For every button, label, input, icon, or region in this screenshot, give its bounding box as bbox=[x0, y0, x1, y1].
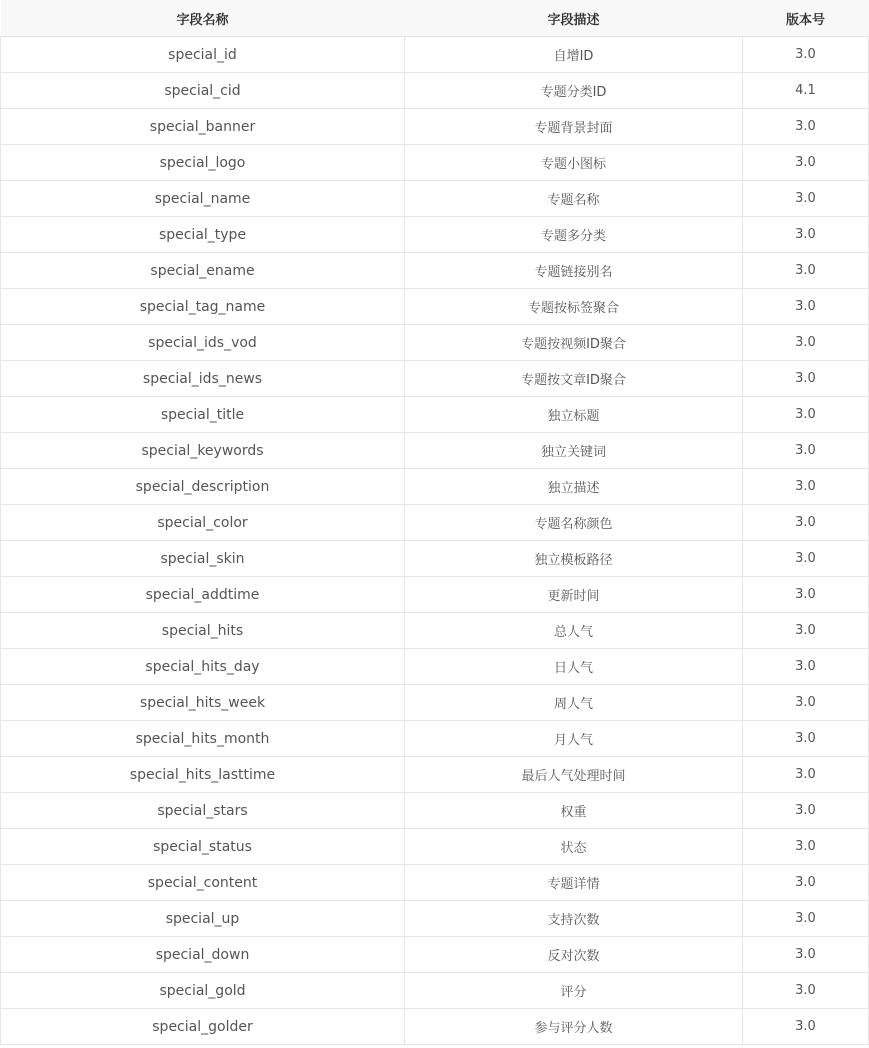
field-description-cell: 专题小图标 bbox=[405, 145, 743, 181]
table-row bbox=[1, 253, 869, 289]
table-row bbox=[1, 973, 869, 1009]
version-cell: 3.0 bbox=[743, 937, 869, 973]
table-row bbox=[1, 685, 869, 721]
version-cell: 3.0 bbox=[743, 109, 869, 145]
version-cell: 3.0 bbox=[743, 757, 869, 793]
field-name-cell: special_hits_lasttime bbox=[1, 757, 405, 793]
field-name-cell: special_up bbox=[1, 901, 405, 937]
version-cell: 3.0 bbox=[743, 793, 869, 829]
version-cell: 3.0 bbox=[743, 577, 869, 613]
field-name-cell: special_logo bbox=[1, 145, 405, 181]
table-row bbox=[1, 721, 869, 757]
table-row bbox=[1, 793, 869, 829]
header-field-name: 字段名称 bbox=[1, 0, 405, 37]
field-name-cell: special_id bbox=[1, 37, 405, 73]
table-row bbox=[1, 901, 869, 937]
header-version: 版本号 bbox=[743, 0, 869, 37]
field-description-cell: 权重 bbox=[405, 793, 743, 829]
version-cell: 3.0 bbox=[743, 145, 869, 181]
field-name-cell: special_ids_news bbox=[1, 361, 405, 397]
field-description-cell: 专题分类ID bbox=[405, 73, 743, 109]
field-name-cell: special_addtime bbox=[1, 577, 405, 613]
table-row bbox=[1, 145, 869, 181]
field-name-cell: special_hits_day bbox=[1, 649, 405, 685]
field-name-cell: special_skin bbox=[1, 541, 405, 577]
version-cell: 3.0 bbox=[743, 721, 869, 757]
field-description-cell: 专题链接别名 bbox=[405, 253, 743, 289]
table-row bbox=[1, 1009, 869, 1045]
field-description-cell: 支持次数 bbox=[405, 901, 743, 937]
table-row bbox=[1, 469, 869, 505]
version-cell: 3.0 bbox=[743, 829, 869, 865]
field-description-cell: 专题详情 bbox=[405, 865, 743, 901]
field-description-cell: 专题多分类 bbox=[405, 217, 743, 253]
table-row bbox=[1, 937, 869, 973]
version-cell: 4.1 bbox=[743, 73, 869, 109]
table-row bbox=[1, 397, 869, 433]
version-cell: 3.0 bbox=[743, 181, 869, 217]
field-description-cell: 日人气 bbox=[405, 649, 743, 685]
version-cell: 3.0 bbox=[743, 217, 869, 253]
field-name-cell: special_ids_vod bbox=[1, 325, 405, 361]
version-cell: 3.0 bbox=[743, 289, 869, 325]
table-row bbox=[1, 541, 869, 577]
field-description-cell: 独立标题 bbox=[405, 397, 743, 433]
field-name-cell: special_content bbox=[1, 865, 405, 901]
table-row bbox=[1, 649, 869, 685]
field-name-cell: special_down bbox=[1, 937, 405, 973]
version-cell: 3.0 bbox=[743, 685, 869, 721]
field-name-cell: special_stars bbox=[1, 793, 405, 829]
field-description-cell: 自增ID bbox=[405, 37, 743, 73]
version-cell: 3.0 bbox=[743, 505, 869, 541]
table-row bbox=[1, 433, 869, 469]
field-description-cell: 独立描述 bbox=[405, 469, 743, 505]
table-row bbox=[1, 505, 869, 541]
table-row bbox=[1, 865, 869, 901]
table-row bbox=[1, 757, 869, 793]
table-row bbox=[1, 73, 869, 109]
table-row bbox=[1, 325, 869, 361]
field-name-cell: special_gold bbox=[1, 973, 405, 1009]
version-cell: 3.0 bbox=[743, 613, 869, 649]
field-description-cell: 专题按标签聚合 bbox=[405, 289, 743, 325]
field-name-cell: special_tag_name bbox=[1, 289, 405, 325]
field-name-cell: special_description bbox=[1, 469, 405, 505]
table-row bbox=[1, 109, 869, 145]
field-name-cell: special_type bbox=[1, 217, 405, 253]
field-name-cell: special_status bbox=[1, 829, 405, 865]
table-row bbox=[1, 37, 869, 73]
version-cell: 3.0 bbox=[743, 901, 869, 937]
version-cell: 3.0 bbox=[743, 361, 869, 397]
table-header bbox=[1, 0, 869, 37]
table-row bbox=[1, 289, 869, 325]
version-cell: 3.0 bbox=[743, 433, 869, 469]
version-cell: 3.0 bbox=[743, 865, 869, 901]
field-description-cell: 评分 bbox=[405, 973, 743, 1009]
field-name-cell: special_hits_week bbox=[1, 685, 405, 721]
version-cell: 3.0 bbox=[743, 469, 869, 505]
field-description-cell: 专题按视频ID聚合 bbox=[405, 325, 743, 361]
field-description-cell: 更新时间 bbox=[405, 577, 743, 613]
field-description-cell: 专题名称 bbox=[405, 181, 743, 217]
field-name-cell: special_cid bbox=[1, 73, 405, 109]
version-cell: 3.0 bbox=[743, 37, 869, 73]
field-description-cell: 专题按文章ID聚合 bbox=[405, 361, 743, 397]
field-description-cell: 总人气 bbox=[405, 613, 743, 649]
field-name-cell: special_color bbox=[1, 505, 405, 541]
field-description-cell: 参与评分人数 bbox=[405, 1009, 743, 1045]
version-cell: 3.0 bbox=[743, 253, 869, 289]
header-field-description: 字段描述 bbox=[405, 0, 743, 37]
header-row bbox=[1, 0, 869, 37]
field-name-cell: special_keywords bbox=[1, 433, 405, 469]
field-description-cell: 月人气 bbox=[405, 721, 743, 757]
field-description-cell: 专题背景封面 bbox=[405, 109, 743, 145]
version-cell: 3.0 bbox=[743, 973, 869, 1009]
field-name-cell: special_golder bbox=[1, 1009, 405, 1045]
field-name-cell: special_banner bbox=[1, 109, 405, 145]
table-row bbox=[1, 361, 869, 397]
version-cell: 3.0 bbox=[743, 325, 869, 361]
table-row bbox=[1, 613, 869, 649]
table-row bbox=[1, 181, 869, 217]
field-name-cell: special_name bbox=[1, 181, 405, 217]
field-description-cell: 反对次数 bbox=[405, 937, 743, 973]
table-row bbox=[1, 577, 869, 613]
version-cell: 3.0 bbox=[743, 541, 869, 577]
version-cell: 3.0 bbox=[743, 649, 869, 685]
field-description-cell: 独立模板路径 bbox=[405, 541, 743, 577]
field-description-cell: 状态 bbox=[405, 829, 743, 865]
table-body bbox=[1, 37, 869, 1045]
version-cell: 3.0 bbox=[743, 397, 869, 433]
table-row bbox=[1, 217, 869, 253]
version-cell: 3.0 bbox=[743, 1009, 869, 1045]
table-row bbox=[1, 829, 869, 865]
field-description-cell: 专题名称颜色 bbox=[405, 505, 743, 541]
field-name-cell: special_ename bbox=[1, 253, 405, 289]
field-name-cell: special_hits bbox=[1, 613, 405, 649]
field-description-cell: 独立关键词 bbox=[405, 433, 743, 469]
field-description-cell: 周人气 bbox=[405, 685, 743, 721]
field-description-cell: 最后人气处理时间 bbox=[405, 757, 743, 793]
field-name-cell: special_hits_month bbox=[1, 721, 405, 757]
field-name-cell: special_title bbox=[1, 397, 405, 433]
